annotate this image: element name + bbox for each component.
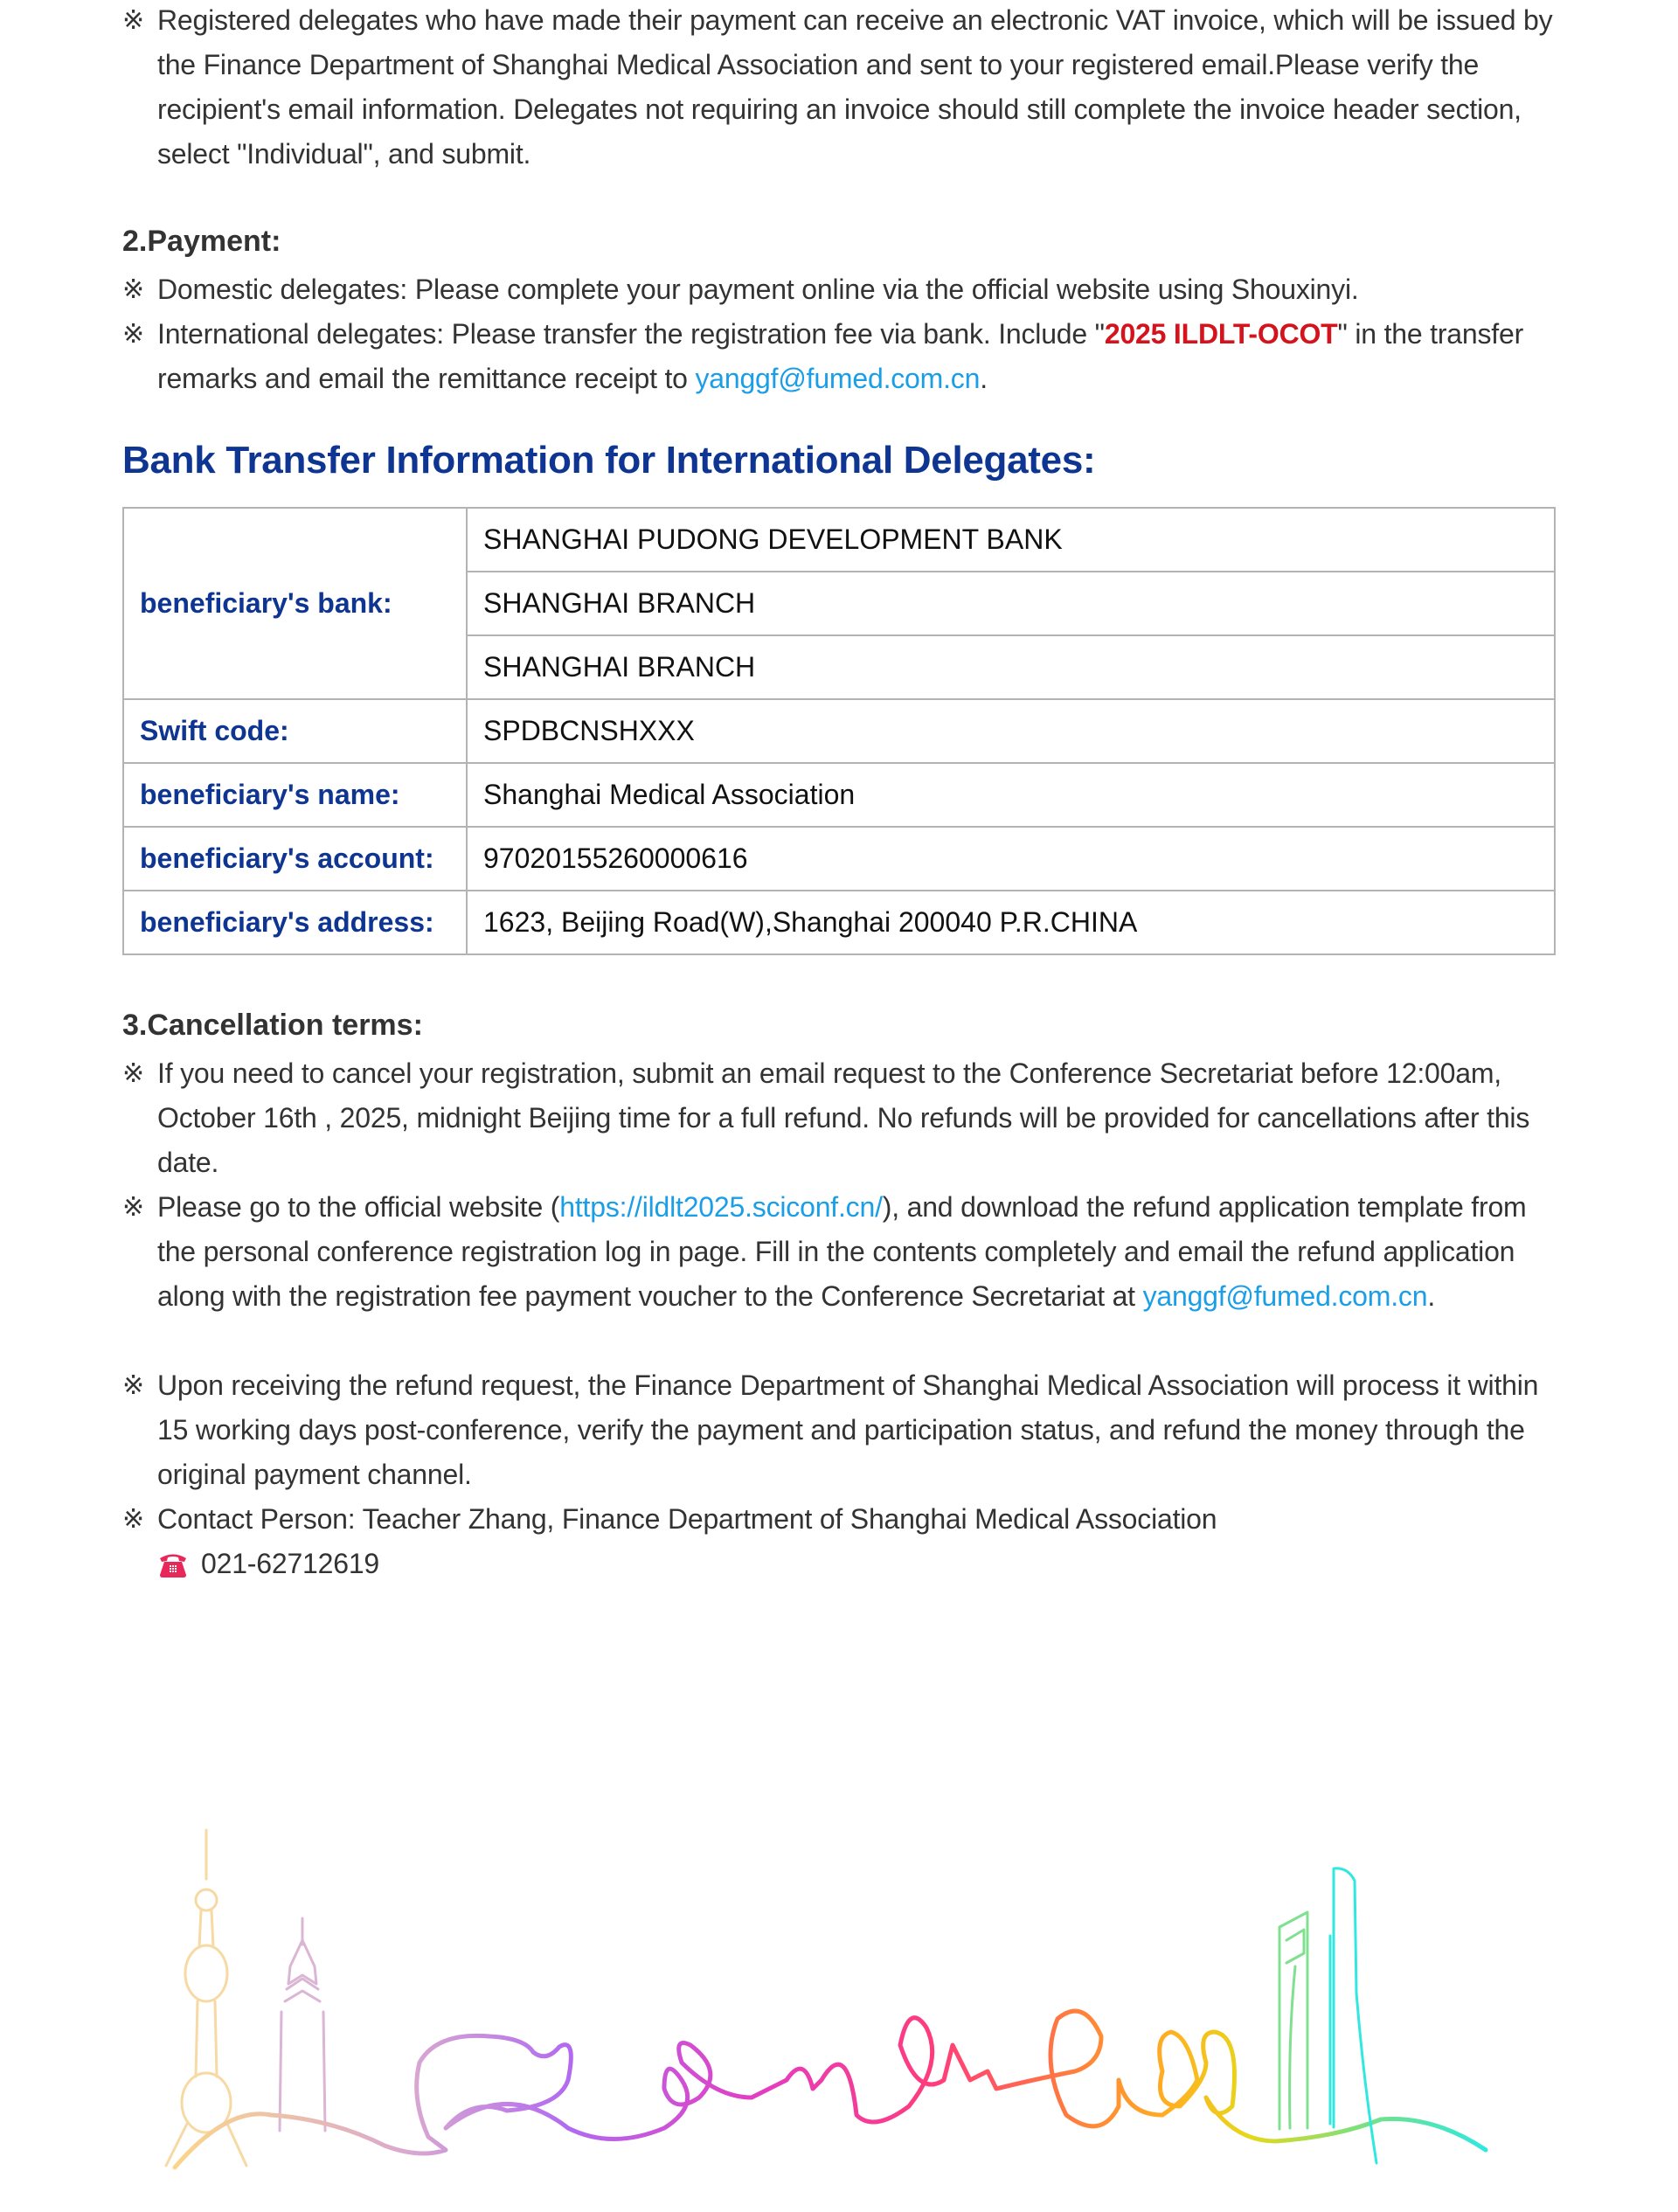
payment-item-international — [122, 312, 1556, 401]
bank-label-cell: beneficiary's bank: — [123, 508, 467, 699]
table-row — [123, 827, 1555, 891]
invoice-note — [122, 0, 1556, 177]
invoice-note-text: Registered delegates who have made their payment can receive an electronic VAT invoice, which will be issued by the Finance Department of Shanghai Medical Association and sent to your registered email.Please verify the recipient's email information. Delegates not requiring an invoice should still complete the invoice header section, select "Individual", and submit. — [157, 4, 1553, 170]
bank-transfer-heading: Bank Transfer Information for International Delegates: — [122, 439, 1096, 482]
bank-value-cell: SHANGHAI PUDONG DEVELOPMENT BANK — [467, 508, 1555, 572]
swift-label-cell: Swift code: — [123, 699, 467, 763]
cancellation-heading: 3.Cancellation terms: — [122, 1009, 423, 1042]
name-value-cell: Shanghai Medical Association — [467, 763, 1555, 827]
bank-value-cell: SHANGHAI BRANCH — [467, 635, 1555, 699]
phone-number: 021-62712619 — [201, 1548, 380, 1579]
account-value-cell: 97020155260000616 — [467, 827, 1555, 891]
table-row — [123, 699, 1555, 763]
payment-item-domestic — [122, 267, 1556, 312]
reference-mark-icon: ※ — [122, 1059, 144, 1088]
bank-value-cell: SHANGHAI BRANCH — [467, 572, 1555, 635]
swift-value-cell: SPDBCNSHXXX — [467, 699, 1555, 763]
period: . — [980, 363, 988, 394]
email-link[interactable]: yanggf@fumed.com.cn — [695, 363, 981, 394]
name-label-cell: beneficiary's name: — [123, 763, 467, 827]
telephone-icon — [157, 1550, 189, 1578]
table-row — [123, 891, 1555, 954]
shanghai-skyline-organs-illustration — [157, 1818, 1538, 2185]
bank-info-table — [122, 507, 1556, 955]
address-value-cell: 1623, Beijing Road(W),Shanghai 200040 P.R.CHINA — [467, 891, 1555, 954]
cancellation-item-text: Upon receiving the refund request, the Finance Department of Shanghai Medical Association will process it within 15 working days post-conference, verify the payment and participation status, and refund the money through the original payment channel. — [157, 1369, 1539, 1490]
pearl-tower-icon — [166, 1830, 246, 2166]
cancellation-item-contact — [122, 1497, 1556, 1542]
jinmao-tower-icon — [280, 1918, 325, 2131]
website-link[interactable]: https://ildlt2025.sciconf.cn/ — [559, 1191, 883, 1223]
period: . — [1427, 1280, 1436, 1312]
reference-mark-icon: ※ — [122, 1371, 144, 1400]
reference-mark-icon: ※ — [122, 6, 144, 35]
email-link[interactable]: yanggf@fumed.com.cn — [1142, 1280, 1428, 1312]
cancellation-item-text: If you need to cancel your registration, submit an email request to the Conference Secretariat before 12:00am, October 16th , 2025, midnight Beijing time for a full refund. No refunds will be provided for cancellations after this date. — [157, 1057, 1530, 1178]
reference-mark-icon: ※ — [122, 320, 144, 349]
shanghai-tower-icon — [1330, 1869, 1376, 2163]
payment-item-text: Domestic delegates: Please complete your payment online via the official website using Shouxinyi. — [157, 274, 1359, 305]
cancellation-item-text: Please go to the official website ( — [157, 1191, 560, 1223]
reference-mark-icon: ※ — [122, 1193, 144, 1222]
contact-phone — [122, 1542, 1556, 1591]
reference-mark-icon: ※ — [122, 275, 144, 304]
remark-code-highlight: 2025 ILDLT-OCOT — [1104, 318, 1338, 350]
table-row — [123, 508, 1555, 572]
payment-heading: 2.Payment: — [122, 225, 281, 258]
payment-item-text: " in the transfer remarks and email the remittance receipt to — [157, 318, 1524, 394]
swfc-tower-icon — [1279, 1912, 1307, 2129]
cancellation-item-refund-form — [122, 1185, 1556, 1319]
payment-item-text: International delegates: Please transfer the registration fee via bank. Include " — [157, 318, 1105, 350]
table-row — [123, 763, 1555, 827]
account-label-cell: beneficiary's account: — [123, 827, 467, 891]
cancellation-item-deadline — [122, 1051, 1556, 1185]
reference-mark-icon: ※ — [122, 1505, 144, 1534]
cancellation-item-text: ), and download the refund application template from the personal conference registration log in page. Fill in the contents completely and email the refund application along with the registration fee payment voucher to the Conference Secretariat at — [157, 1191, 1527, 1312]
contact-person-text: Contact Person: Teacher Zhang, Finance Department of Shanghai Medical Association — [157, 1503, 1217, 1535]
cancellation-item-processing — [122, 1363, 1556, 1497]
address-label-cell: beneficiary's address: — [123, 891, 467, 954]
